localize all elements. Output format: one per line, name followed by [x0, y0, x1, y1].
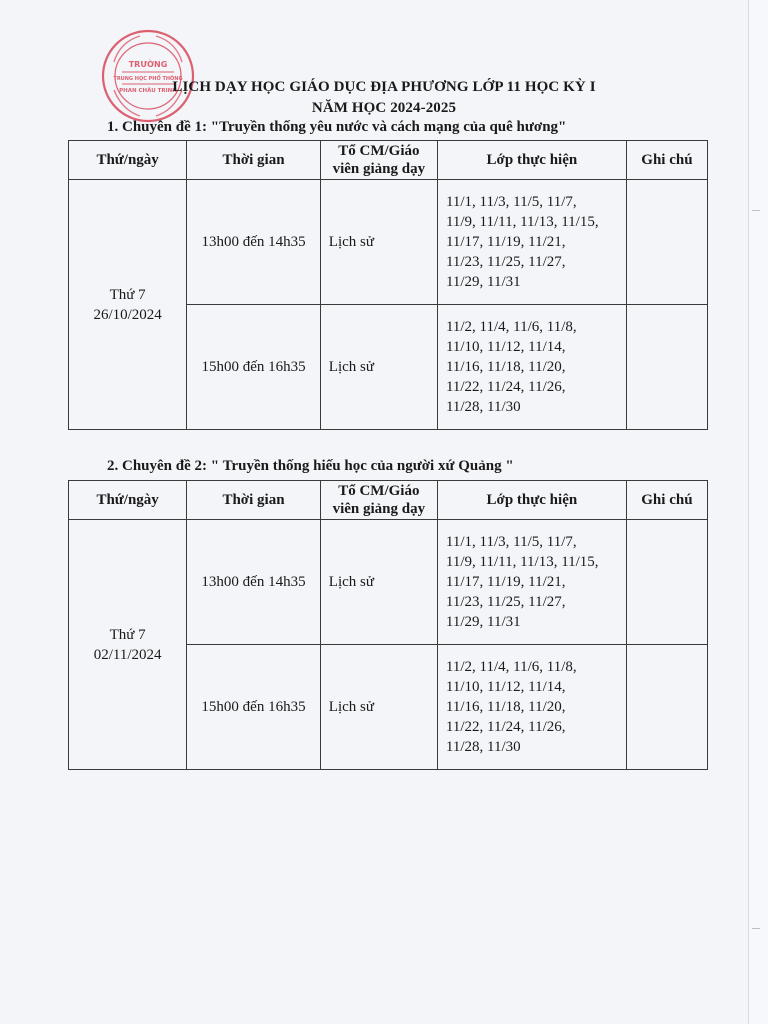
time-cell: 15h00 đến 16h35 [187, 305, 321, 430]
table-header-row [69, 141, 708, 180]
svg-text:TRƯỜNG: TRƯỜNG [128, 60, 168, 69]
table-header-row [69, 481, 708, 520]
classes-cell: 11/2, 11/4, 11/6, 11/8, 11/10, 11/12, 11/14, 11/16, 11/18, 11/20, 11/22, 11/24, 11/26, 11/28, 11/30 [437, 645, 626, 770]
header-teacher: Tổ CM/Giáo viên giảng dạy [320, 141, 437, 180]
time-cell: 13h00 đến 14h35 [187, 520, 321, 645]
header-note: Ghi chú [626, 141, 707, 180]
teacher-cell: Lịch sử [320, 645, 437, 770]
header-teacher: Tổ CM/Giáo viên giảng dạy [320, 481, 437, 520]
svg-text:TRUNG HỌC PHỔ THÔNG: TRUNG HỌC PHỔ THÔNG [113, 76, 183, 82]
time-cell: 13h00 đến 14h35 [187, 180, 321, 305]
header-day: Thứ/ngày [69, 141, 187, 180]
header-time: Thời gian [187, 481, 321, 520]
table-row [69, 520, 708, 645]
schedule-table-2 [68, 480, 708, 770]
note-cell [626, 520, 707, 645]
classes-cell: 11/2, 11/4, 11/6, 11/8, 11/10, 11/12, 11/14, 11/16, 11/18, 11/20, 11/22, 11/24, 11/26, 11/28, 11/30 [437, 305, 626, 430]
edge-tick [752, 210, 760, 211]
day-cell: Thứ 7 02/11/2024 [69, 520, 187, 770]
teacher-cell: Lịch sử [320, 520, 437, 645]
note-cell [626, 180, 707, 305]
school-year-title: NĂM HỌC 2024-2025 [311, 100, 457, 116]
header-day: Thứ/ngày [69, 481, 187, 520]
classes-cell: 11/1, 11/3, 11/5, 11/7, 11/9, 11/11, 11/13, 11/15, 11/17, 11/19, 11/21, 11/23, 11/25, 11/27, 11/29, 11/31 [437, 520, 626, 645]
section-1-title: 1. Chuyên đề 1: "Truyền thống yêu nước và cách mạng của quê hương" [107, 119, 567, 135]
note-cell [626, 645, 707, 770]
header-classes: Lớp thực hiện [437, 141, 626, 180]
teacher-cell: Lịch sử [320, 305, 437, 430]
time-cell: 15h00 đến 16h35 [187, 645, 321, 770]
table-row [69, 180, 708, 305]
classes-cell: 11/1, 11/3, 11/5, 11/7, 11/9, 11/11, 11/13, 11/15, 11/17, 11/19, 11/21, 11/23, 11/25, 11/27, 11/29, 11/31 [437, 180, 626, 305]
header-classes: Lớp thực hiện [437, 481, 626, 520]
edge-tick [752, 928, 760, 929]
day-cell: Thứ 7 26/10/2024 [69, 180, 187, 430]
header-time: Thời gian [187, 141, 321, 180]
header-note: Ghi chú [626, 481, 707, 520]
note-cell [626, 305, 707, 430]
section-2-title: 2. Chuyên đề 2: " Truyền thống hiếu học của người xứ Quảng " [107, 458, 514, 474]
document-title: LỊCH DẠY HỌC GIÁO DỤC ĐỊA PHƯƠNG LỚP 11 HỌC KỲ I [172, 79, 596, 95]
schedule-table-1 [68, 140, 708, 430]
teacher-cell: Lịch sử [320, 180, 437, 305]
svg-text:PHAN CHÂU TRINH: PHAN CHÂU TRINH [119, 88, 177, 94]
